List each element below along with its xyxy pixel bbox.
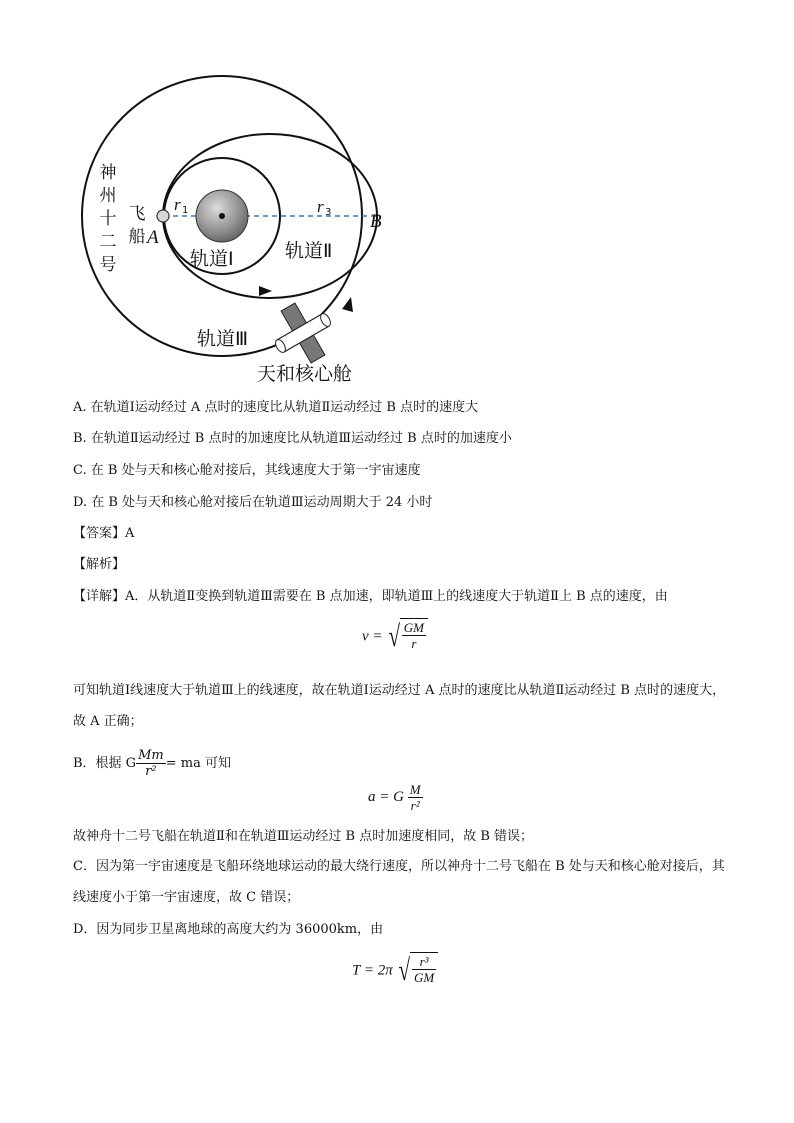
formula-acceleration-fraction xyxy=(408,782,423,813)
formula-velocity xyxy=(362,618,428,656)
fei-chuan-char: 船 xyxy=(128,227,146,247)
orbit-3-arrow-icon xyxy=(342,297,353,312)
core-module-label: 天和核心舱 xyxy=(257,363,353,385)
formula-period-den: GM xyxy=(413,970,435,985)
inline-fraction xyxy=(136,748,166,779)
answer-line xyxy=(73,525,134,543)
spacecraft-marker xyxy=(157,210,169,222)
formula-period xyxy=(352,952,438,990)
answer-label: 【答案】 xyxy=(73,526,126,541)
formula-velocity-lhs: v = xyxy=(362,628,383,645)
spacecraft-name-char: 号 xyxy=(99,255,117,275)
spacecraft-name-char: 州 xyxy=(99,186,117,206)
formula-acceleration xyxy=(368,782,423,813)
option-b: B. 在轨道Ⅱ运动经过 B 点时的加速度比从轨道Ⅲ运动经过 B 点时的加速度小 xyxy=(73,431,512,446)
option-a: A. 在轨道Ⅰ运动经过 A 点时的速度比从轨道Ⅱ运动经过 B 点时的速度大 xyxy=(73,400,479,415)
point-b-label: B xyxy=(370,211,382,232)
detail-paragraph-d: D．因为同步卫星离地球的高度大约为 36000km，由 xyxy=(73,922,384,937)
earth-center-dot xyxy=(219,213,225,219)
r1-subscript: 1 xyxy=(182,205,189,216)
sqrt-icon: √ $\frac{GM}{r}$ xyxy=(386,618,428,656)
inline-fraction-den: r² xyxy=(145,764,157,779)
formula-period-num: r³ xyxy=(412,954,436,970)
detail-paragraph-a-conclusion: 可知轨道Ⅰ线速度大于轨道Ⅲ上的线速度，故在轨道Ⅰ运动经过 A 点时的速度比从轨道Ⅱ运动经过 B 点时的速度大，故 A 正确； xyxy=(73,683,726,729)
formula-acceleration-num: M xyxy=(409,782,421,797)
answer-value: A xyxy=(125,526,135,541)
point-a-label: A xyxy=(147,227,159,248)
formula-acceleration-lhs: a = G xyxy=(368,788,404,805)
r3-label: r xyxy=(317,197,324,216)
orbit-1-label: 轨道Ⅰ xyxy=(190,248,234,270)
formula-velocity-num: GM xyxy=(403,620,424,635)
detail-b-post: = ma 可知 xyxy=(165,756,231,771)
detail-b-pre: B．根据 G xyxy=(73,756,137,771)
orbit-3-label: 轨道Ⅲ xyxy=(197,328,249,350)
spacecraft-name-char: 二 xyxy=(99,232,117,252)
detail-paragraph-b xyxy=(73,748,231,779)
orbit-2-label: 轨道Ⅱ xyxy=(285,240,333,262)
r1-label: r xyxy=(174,195,181,214)
detail-paragraph-b-conclusion: 故神舟十二号飞船在轨道Ⅱ和在轨道Ⅲ运动经过 B 点时加速度相同，故 B 错误； xyxy=(73,829,534,844)
formula-velocity-den: r xyxy=(411,636,417,651)
option-c: C. 在 B 处与天和核心舱对接后，其线速度大于第一宇宙速度 xyxy=(73,463,421,478)
r3-subscript: 3 xyxy=(325,207,332,218)
inline-fraction-num: Mm xyxy=(138,748,164,763)
orbit-diagram xyxy=(60,60,380,390)
spacecraft-name-char: 神 xyxy=(99,163,117,183)
formula-period-lhs: T = 2π xyxy=(352,962,393,979)
analysis-label: 【解析】 xyxy=(73,557,126,572)
spacecraft-name-char: 十 xyxy=(99,209,117,229)
sqrt-icon: √ $\frac{\text{r³}}{GM}$ xyxy=(396,952,438,990)
fei-chuan-char: 飞 xyxy=(128,204,146,224)
detail-paragraph-a: 【详解】A．从轨道Ⅱ变换到轨道Ⅲ需要在 B 点加速，即轨道Ⅲ上的线速度大于轨道Ⅱ上 B 点的速度，由 xyxy=(73,589,668,604)
detail-paragraph-c: C．因为第一宇宙速度是飞船环绕地球运动的最大绕行速度，所以神舟十二号飞船在 B 处与天和核心舱对接后，其线速度小于第一宇宙速度，故 C 错误； xyxy=(73,859,725,905)
orbit-2-arrow-icon xyxy=(259,286,272,296)
option-d: D. 在 B 处与天和核心舱对接后在轨道Ⅲ运动周期大于 24 小时 xyxy=(73,495,433,510)
formula-acceleration-den: r² xyxy=(410,798,420,813)
